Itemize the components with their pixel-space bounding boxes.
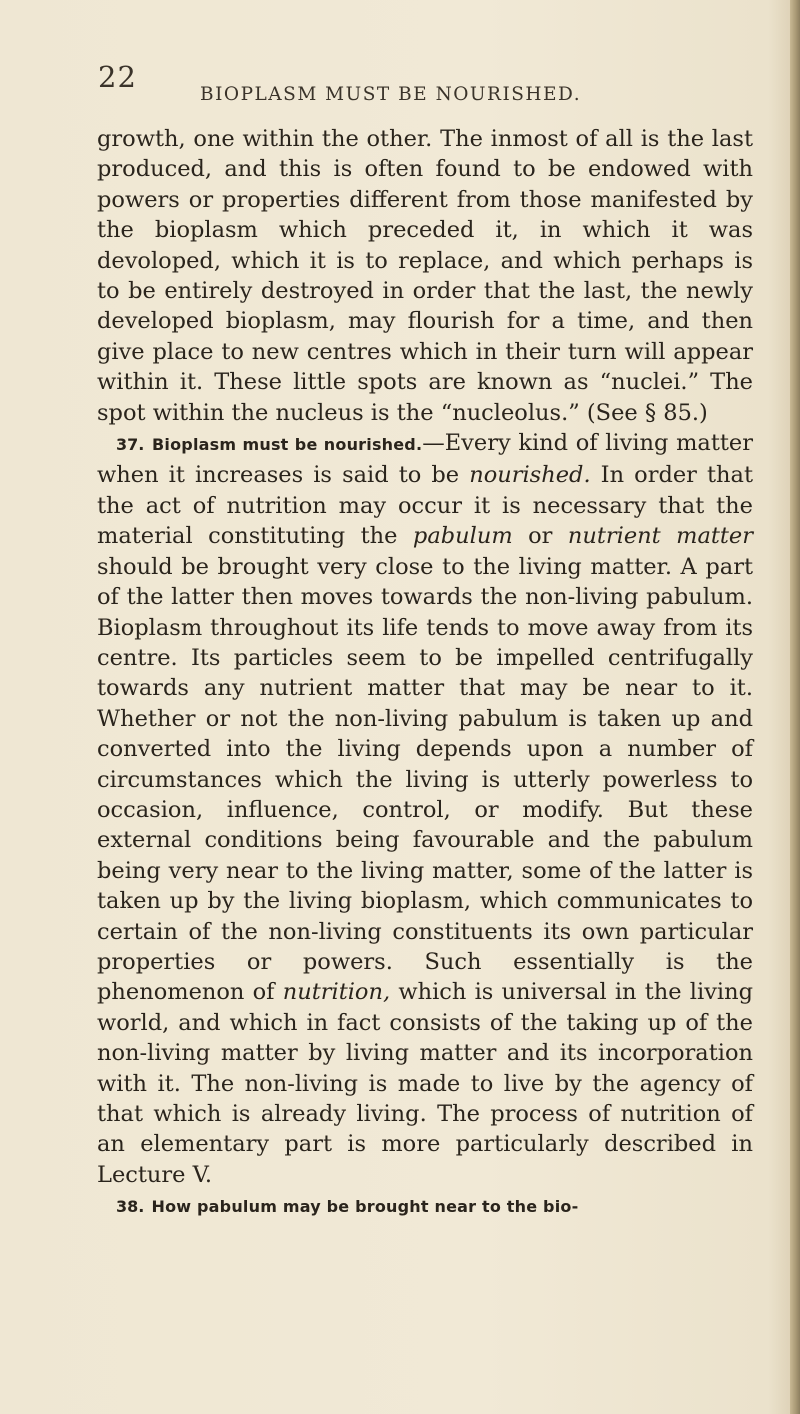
page-edge [790, 0, 800, 1414]
italic-term: nutrition, [282, 979, 391, 1006]
section-text: —Every kind of living matter when it increases is said to be [97, 430, 754, 489]
running-head: BIOPLASM MUST BE NOURISHED. [200, 84, 582, 105]
section-number: 38. [116, 1197, 145, 1217]
section-text: or [512, 523, 568, 550]
section-37 [97, 428, 753, 1190]
italic-term: nutrient matter [567, 523, 754, 550]
section-number: 37. [116, 435, 145, 455]
section-38 [97, 1190, 753, 1222]
section-text: which is universal in the living world, and which in fact consists of the taking up of the non-living matter by living matter and its incorporation with it. The non-living is made to live by the agency of that which is already living. The process of nutrition of an elementary part is more particularly described in Lecture V. [97, 979, 753, 1188]
italic-term: pabulum [412, 523, 513, 550]
page-number: 22 [98, 60, 137, 94]
italic-term: nourished. [469, 462, 591, 489]
paragraph-continuation: growth, one within the other. The inmost of all is the last produced, and this is often found to be endowed with powers or properties different from those manifested by the bioplasm which preceded it, in which it was devoloped, which it is to replace, and which perhaps is to be entirely destroyed in order that the last, the newly developed bioplasm, may flourish for a time, and then give place to new centres which in their turn will appear within it. These little spots are known as “nuclei.” The spot within the nucleus is the “nucleolus.” (See § 85.) [97, 126, 753, 426]
body-text [97, 124, 753, 1223]
section-text: should be brought very close to the living matter. A part of the latter then moves towards the non-living pabulum. Bioplasm throughout its life tends to move away from its centre. Its particles seem to be impelled centrifugally towards any nutrient matter that may be near to it. Whether or not the non-living pabulum is taken up and converted into the living depends upon a number of circumstances which the living is utterly powerless to occasion, influence, control, or modify. But these external conditions being favourable and the pabulum being very near to the living matter, some of the latter is taken up by the living bioplasm, which communicates to certain of the non-living constituents its own particular properties or powers. Such essentially is the phenomenon of [97, 553, 753, 1006]
section-heading: How pabulum may be brought near to the bio- [151, 1197, 579, 1217]
section-heading: Bioplasm must be nourished. [152, 435, 423, 455]
section-text: In order that the act of nutrition may occur it is necessary that the material constituting the [97, 462, 753, 550]
